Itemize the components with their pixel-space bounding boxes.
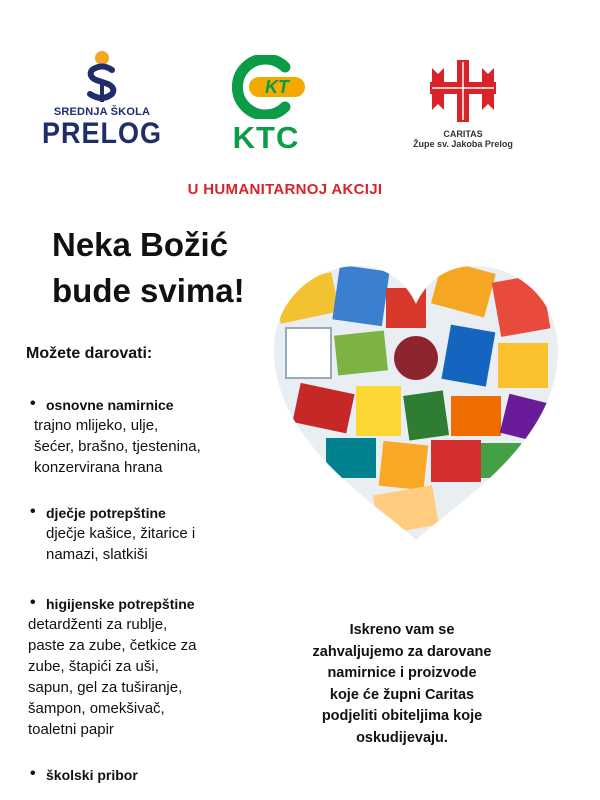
group-heading: • osnovne namirnice — [26, 396, 276, 414]
title-line2: bude svima! — [52, 272, 245, 309]
donation-group-hygiene — [26, 595, 276, 740]
thank-you-message: Iskreno vam se zahvaljujemo za darovane namirnice i proizvode koje će župni Caritas podjeliti obiteljima koje oskudijevaju. — [312, 622, 492, 746]
donation-group-basic-food — [26, 396, 276, 478]
donation-group-school — [26, 766, 276, 784]
caritas-logo — [398, 60, 528, 160]
group-items: trajno mlijeko, ulje, šećer, brašno, tjestenina, konzervirana hrana — [34, 417, 201, 476]
ktc-emblem-icon — [223, 55, 309, 119]
title-line1: Neka Božić — [52, 226, 229, 263]
caritas-cross-icon — [430, 60, 496, 122]
group-heading: • higijenske potrepštine — [26, 595, 276, 613]
ktc-logo — [216, 55, 316, 160]
grocery-heart-image — [266, 258, 566, 548]
caritas-parish: Župe sv. Jakoba Prelog — [413, 139, 513, 149]
campaign-heading: U HUMANITARNOJ AKCIJI — [187, 181, 383, 198]
school-name-line1: SREDNJA ŠKOLA — [53, 106, 151, 118]
donate-heading: Možete darovati: — [26, 345, 153, 362]
ktc-mark-text: KT — [265, 77, 289, 97]
ktc-name: KTC — [232, 120, 300, 155]
group-items: dječje kašice, žitarice i namazi, slatkiši — [46, 525, 196, 563]
group-heading: • školski pribor — [26, 766, 276, 784]
group-items: detardženti za rublje, paste za zube, četkice za zube, štapići za uši, sapun, gel za tuširanje, šampon, omekšivač, toaletni papir — [28, 616, 197, 738]
school-name-line2: PRELOG — [42, 116, 163, 150]
caritas-name: CARITAS — [443, 129, 483, 139]
page-title — [52, 222, 292, 314]
school-emblem-icon — [82, 50, 122, 102]
group-heading: • dječje potrepštine — [26, 504, 276, 522]
donation-group-children — [26, 504, 276, 565]
school-logo — [42, 50, 162, 165]
